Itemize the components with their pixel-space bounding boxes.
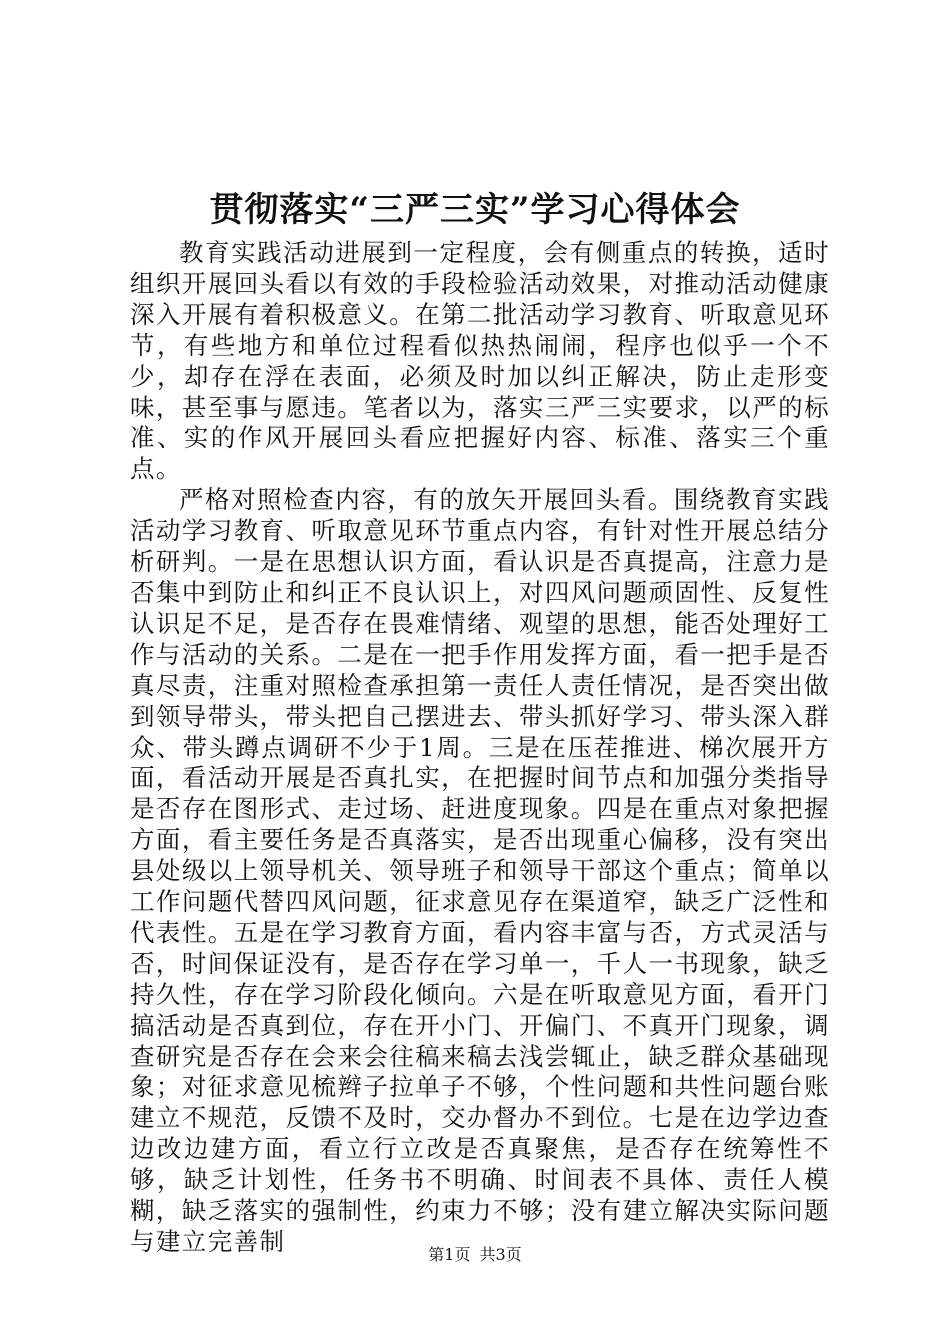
document-title: 贯彻落实“三严三实”学习心得体会 bbox=[209, 190, 741, 230]
paragraph-2: 严格对照检查内容，有的放矢开展回头看。围绕教育实践活动学习教育、听取意见环节重点内容，有针对性开展总结分析研判。一是在思想认识方面，看认识是否真提高，注意力是否集中到防止和纠正不良认识上，对四风问题顽固性、反复性认识足不足，是否存在畏难情绪、观望的思想，能否处理好工作与活动的关系。二是在一把手作用发挥方面，看一把手是否真尽责，注重对照检查承担第一责任人责任情况，是否突出做到领导带头，带头把自己摆进去、带头抓好学习、带头深入群众、带头蹲点调研不少于1周。三是在压茬推进、梯次展开方面，看活动开展是否真扎实，在把握时间节点和加强分类指导是否存在图形式、走过场、赶进度现象。四是在重点对象把握方面，看主要任务是否真落实，是否出现重心偏移，没有突出县处级以上领导机关、领导班子和领导干部这个重点；简单以工作问题代替四风问题，征求意见存在渠道窄，缺乏广泛性和代表性。五是在学习教育方面，看内容丰富与否，方式灵活与否，时间保证没有，是否存在学习单一，千人一书现象，缺乏持久性，存在学习阶段化倾向。六是在听取意见方面，看开门搞活动是否真到位，存在开小门、开偏门、不真开门现象，调查研究是否存在会来会往稿来稿去浅尝辄止，缺乏群众基础现象；对征求意见梳辫子拉单子不够，个性问题和共性问题台账建立不规范，反馈不及时，交办督办不到位。七是在边学边查边改边建方面，看立行立改是否真聚焦，是否存在统筹性不够，缺乏计划性，任务书不明确、时间表不具体、责任人模糊，缺乏落实的强制性，约束力不够；没有建立解决实际问题与建立完善制 bbox=[130, 485, 830, 1256]
document-body bbox=[130, 238, 830, 1258]
page-total: 共3页 bbox=[479, 1245, 522, 1264]
page-number: 第1页 bbox=[428, 1245, 471, 1264]
page-footer bbox=[0, 1244, 950, 1266]
paragraph-1: 教育实践活动进展到一定程度，会有侧重点的转换，适时组织开展回头看以有效的手段检验活动效果，对推动活动健康深入开展有着积极意义。在第二批活动学习教育、听取意见环节，有些地方和单位过程看似热热闹闹，程序也似乎一个不少，却存在浮在表面，必须及时加以纠正解决，防止走形变味，甚至事与愿违。笔者以为，落实三严三实要求，以严的标准、实的作风开展回头看应把握好内容、标准、落实三个重点。 bbox=[130, 238, 830, 484]
